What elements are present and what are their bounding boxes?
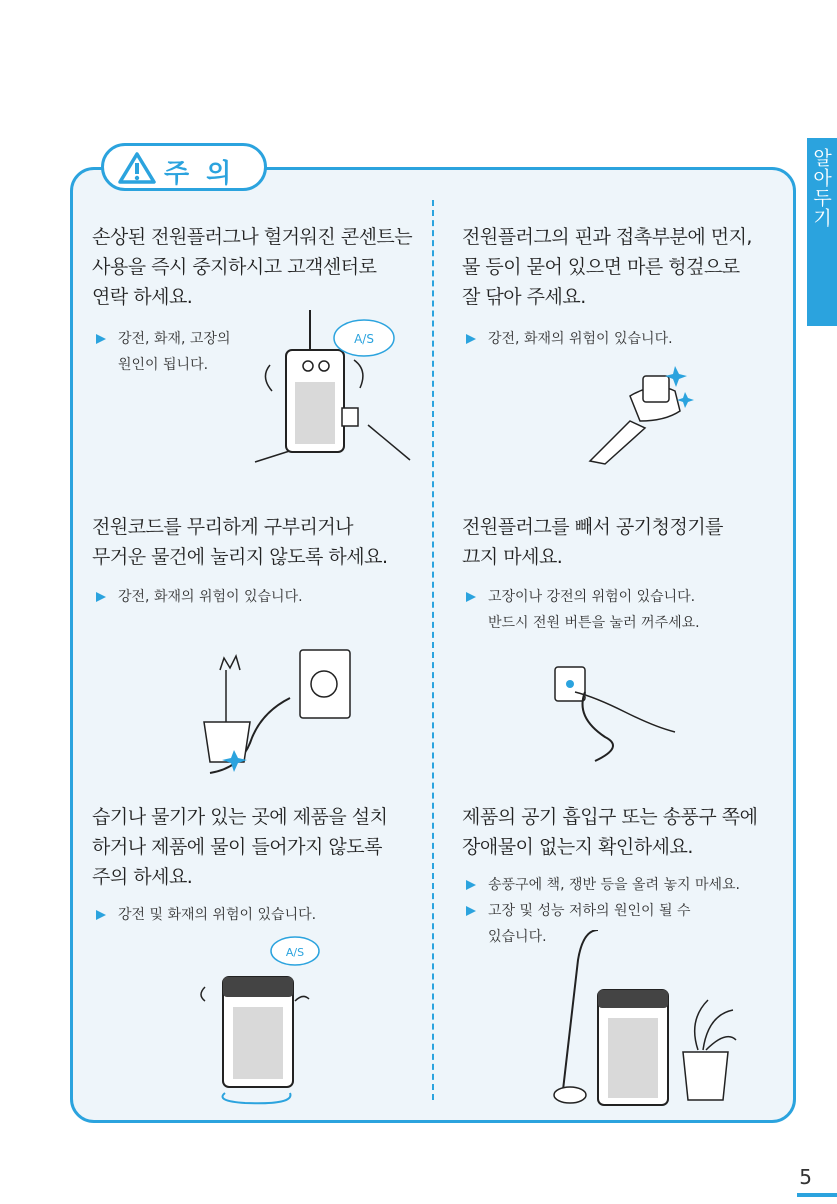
caution-note: 강전, 화재, 고장의 원인이 됩니다. xyxy=(92,326,422,378)
bullet-triangle-icon xyxy=(96,334,106,344)
as-badge: A/S xyxy=(285,946,305,959)
cord-under-pot-illustration xyxy=(190,640,360,775)
page-number-underline xyxy=(797,1193,837,1197)
warning-icon xyxy=(118,151,156,185)
side-tab-label: 알아두기 xyxy=(810,148,832,228)
side-tab xyxy=(807,138,837,326)
caution-heading: 습기나 물기가 있는 곳에 제품을 설치 하거나 제품에 물이 들어가지 않도록 주의 하세요. xyxy=(92,806,388,888)
caution-heading: 제품의 공기 흡입구 또는 송풍구 쪽에 장애물이 없는지 확인하세요. xyxy=(462,806,758,858)
page-number: 5 xyxy=(799,1165,812,1189)
bullet-triangle-icon xyxy=(96,592,106,602)
caution-note: 강전, 화재의 위험이 있습니다. xyxy=(462,326,782,352)
bullet-triangle-icon xyxy=(466,880,476,890)
as-badge: A/S xyxy=(354,332,374,346)
caution-note: 강전 및 화재의 위험이 있습니다. xyxy=(92,902,422,928)
caution-item-6 xyxy=(462,802,782,950)
caution-item-3 xyxy=(92,512,422,610)
caution-heading: 전원코드를 무리하게 구부리거나 무거운 물건에 눌리지 않도록 하세요. xyxy=(92,516,388,568)
caution-title-text: 주 의 xyxy=(164,159,236,189)
caution-title xyxy=(101,143,267,191)
caution-note: 고장이나 강전의 위험이 있습니다. 반드시 전원 버튼을 눌러 꺼주세요. xyxy=(462,584,782,636)
wet-purifier-illustration xyxy=(195,935,335,1105)
caution-heading: 손상된 전원플러그나 헐거워진 콘센트는 사용을 즉시 중지하시고 고객센터로 연락 하세요. xyxy=(92,226,413,308)
column-divider xyxy=(432,200,434,1100)
bullet-triangle-icon xyxy=(466,906,476,916)
caution-note: 강전, 화재의 위험이 있습니다. xyxy=(92,584,422,610)
blocked-vent-illustration xyxy=(548,930,748,1110)
wiping-plug-illustration xyxy=(585,356,705,466)
bullet-triangle-icon xyxy=(466,334,476,344)
caution-item-4 xyxy=(462,512,782,636)
pulling-plug-illustration xyxy=(545,662,680,762)
caution-note: 송풍구에 책, 쟁반 등을 올려 놓지 마세요. xyxy=(462,872,782,898)
caution-heading: 전원플러그의 핀과 접촉부분에 먼지, 물 등이 묻어 있으면 마른 헝겊으로 잘 닦아 주세요. xyxy=(462,226,752,308)
purifier-unplug-illustration xyxy=(250,310,430,470)
bullet-triangle-icon xyxy=(96,910,106,920)
bullet-triangle-icon xyxy=(466,592,476,602)
caution-note: 고장 및 성능 저하의 원인이 될 수 있습니다. xyxy=(462,898,782,950)
caution-item-2 xyxy=(462,222,782,352)
caution-heading: 전원플러그를 빼서 공기청정기를 끄지 마세요. xyxy=(462,516,724,568)
caution-item-5 xyxy=(92,802,422,928)
